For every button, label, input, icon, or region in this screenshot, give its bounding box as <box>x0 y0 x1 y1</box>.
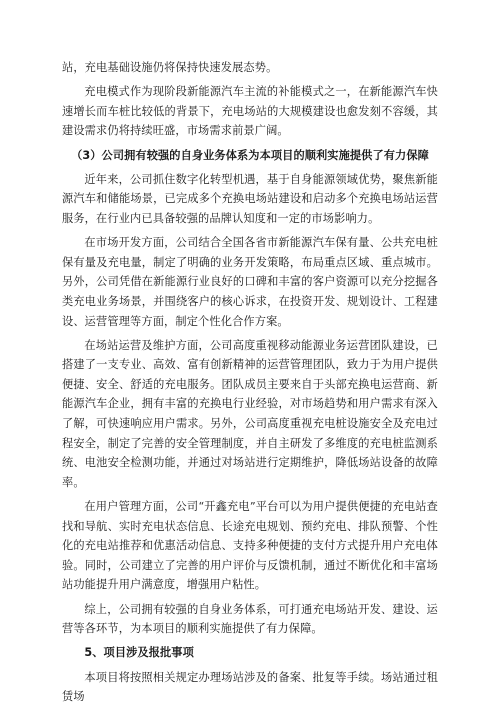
paragraph-charging-mode: 充电模式作为现阶段新能源汽车主流的补能模式之一，在新能源汽车快速增长而车桩比较低的背景下，充电场站的大规模建设也愈发刻不容缓，其建设需求仍将持续旺盛，市场需求前景广阔。 <box>62 85 438 138</box>
section-heading-5: 5、项目涉及报批事项 <box>84 646 194 660</box>
paragraph-recent-years: 近年来，公司抓住数字化转型机遇，基于自身能源领域优势，聚焦新能源汽车和储能场景，已完成多个充换电场站建设和启动多个充换电场站运营服务，在行业内已具备较强的品牌认知度和一定的市场影响力。 <box>62 172 438 225</box>
section-heading-3: （3）公司拥有较强的自身业务体系为本项目的顺利实施提供了有力保障 <box>71 148 429 162</box>
document-page <box>62 58 438 711</box>
paragraph-continuation: 站，充电基础设施仍将保持快速发展态势。 <box>62 61 278 74</box>
paragraph-approval: 本项目将按照相关规定办理场站涉及的备案、批复等手续。场站通过租赁场 <box>62 670 438 704</box>
paragraph-operations-maintenance: 在场站运营及维护方面，公司高度重视移动能源业务运营团队建设，已搭建了一支专业、高效、富有创新精神的运营管理团队，致力于为用户提供便捷、安全、舒适的充电服务。团队成员主要来自于头部充换电运营商、新能源汽车企业，拥有丰富的充换电行业经验，对市场趋势和用户需求有深入了解，可快速响应用户需求。另外，公司高度重视充电桩设施安全及充电过程安全，制定了完善的安全管理制度，并自主研发了多维度的充电桩监测系统、电池安全检测功能，并通过对场站进行定期维护，降低场站设备的故障率。 <box>62 338 438 489</box>
paragraph-market-development: 在市场开发方面，公司结合全国各省市新能源汽车保有量、公共充电桩保有量及充电量，制定了明确的业务开发策略，布局重点区域、重点城市。另外，公司凭借在新能源行业良好的口碑和丰富的客户资源可以充分挖掘各类充电业务场景，并围绕客户的核心诉求，在投资开发、规划设计、工程建设、运营管理等方面，制定个性化合作方案。 <box>62 236 438 328</box>
paragraph-user-management: 在用户管理方面，公司“开鑫充电”平台可以为用户提供便捷的充电站查找和导航、实时充电状态信息、长途充电规划、预约充电、排队预警、个性化的充电站推荐和优惠活动信息、支持多种便捷的支付方式提升用户充电体验。同时，公司建立了完善的用户评价与反馈机制，通过不断优化和丰富场站功能提升用户满意度，增强用户粘性。 <box>62 500 438 592</box>
paragraph-summary: 综上，公司拥有较强的自身业务体系，可打通充电场站开发、建设、运营等各环节，为本项目的顺利实施提供了有力保障。 <box>62 602 438 636</box>
